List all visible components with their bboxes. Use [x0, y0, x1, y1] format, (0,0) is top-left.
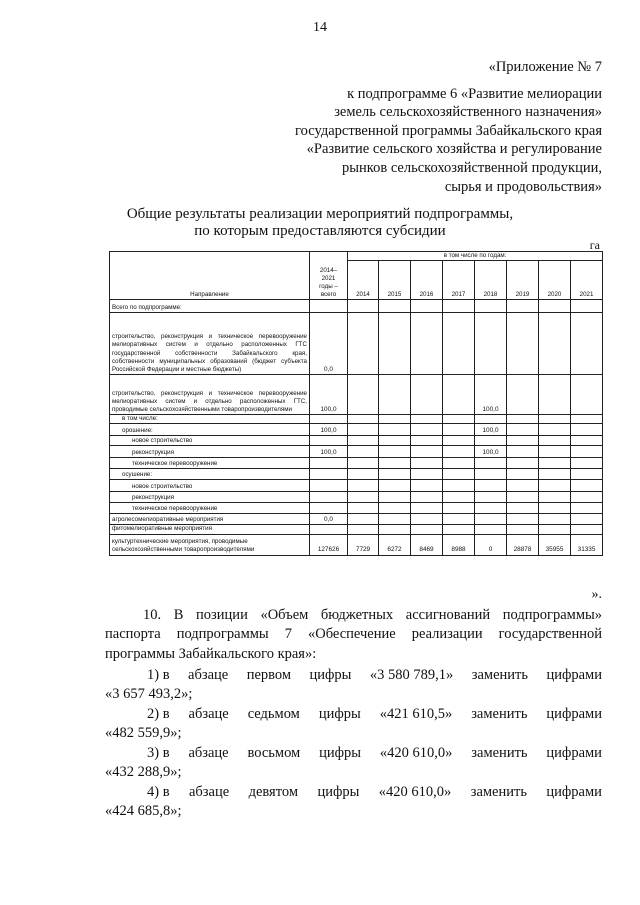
cell-year: 28878 [507, 534, 539, 555]
cell-year [475, 525, 507, 534]
cell-total [310, 503, 348, 514]
item-number: 1) в [147, 667, 170, 683]
table-body [110, 300, 603, 555]
cell-year [539, 300, 571, 313]
cell-year: 31335 [571, 534, 603, 555]
appendix-line: рынков сельскохозяйственной продукции, [342, 159, 602, 176]
cell-year [411, 492, 443, 503]
table-row [110, 525, 603, 534]
row-label: строительство, реконструкция и техническое перевооружение мелиоративных систем и отдельно расположенных ГТС государственной собственности Забайкальского края, собственности муниципальных образований (бюджет субъекта Российской Федерации и местные бюджеты) [110, 313, 310, 375]
row-label: культуртехнические мероприятия, проводимые сельскохозяйственными товаропроизводителями [110, 534, 310, 555]
header-total-line: 2014– [319, 267, 338, 275]
cell-year [475, 469, 507, 480]
cell-year [539, 375, 571, 415]
cell-year: 8988 [443, 534, 475, 555]
header-total-line: 2021 [321, 275, 336, 283]
cell-year [507, 480, 539, 492]
cell-year [411, 446, 443, 458]
cell-year [443, 514, 475, 525]
cell-year [571, 514, 603, 525]
cell-total [310, 436, 348, 446]
row-label: техническое перевооружение [110, 503, 310, 514]
cell-year [443, 300, 475, 313]
cell-year [411, 300, 443, 313]
cell-year [475, 503, 507, 514]
row-label: новое строительство [110, 480, 310, 492]
item-old-value: «421 610,5» [379, 706, 453, 722]
item-number: 4) в [147, 784, 170, 800]
cell-year [411, 458, 443, 469]
cell-total [310, 525, 348, 534]
cell-year [507, 503, 539, 514]
cell-year [379, 313, 411, 375]
item-new-value: «482 559,9»; [105, 725, 182, 742]
amendment-item [105, 666, 602, 705]
cell-year [507, 300, 539, 313]
item-word: заменить [471, 745, 528, 761]
cell-year [348, 469, 379, 480]
table-row [110, 458, 603, 469]
item-word: абзаце [188, 667, 229, 683]
header-total-line: годы – [319, 283, 338, 291]
cell-year [475, 313, 507, 375]
row-label: новое строительство [110, 436, 310, 446]
appendix-line: государственной программы Забайкальского края [295, 122, 602, 139]
cell-year: 7729 [348, 534, 379, 555]
cell-year: 100,0 [475, 375, 507, 415]
row-label: техническое перевооружение [110, 458, 310, 469]
header-year: 2019 [507, 261, 539, 300]
item-position: седьмом [247, 706, 300, 722]
cell-year [539, 503, 571, 514]
cell-year [411, 525, 443, 534]
appendix-header [295, 58, 602, 196]
page-number: 14 [313, 20, 327, 35]
cell-year [507, 525, 539, 534]
cell-year [571, 313, 603, 375]
row-label: Всего по подпрограмме: [110, 300, 310, 313]
cell-year: 8469 [411, 534, 443, 555]
item-word: цифры [309, 667, 352, 683]
cell-year [348, 525, 379, 534]
cell-year [348, 415, 379, 424]
cell-year [507, 424, 539, 436]
cell-year [475, 415, 507, 424]
amendment-item [105, 783, 602, 822]
item-new-value: «3 657 493,2»; [105, 686, 193, 703]
cell-year: 100,0 [475, 424, 507, 436]
cell-year [348, 492, 379, 503]
cell-year [411, 313, 443, 375]
cell-year [379, 436, 411, 446]
cell-year [507, 375, 539, 415]
header-year: 2018 [475, 261, 507, 300]
cell-year [475, 458, 507, 469]
row-label: осушение: [110, 469, 310, 480]
table-row [110, 503, 603, 514]
cell-year [379, 446, 411, 458]
cell-year [379, 480, 411, 492]
cell-year: 0 [475, 534, 507, 555]
header-including: в том числе по годам: [348, 252, 603, 261]
cell-year [507, 469, 539, 480]
table-row [110, 534, 603, 555]
item-word: цифры [318, 706, 361, 722]
item-number: 2) в [147, 706, 170, 722]
cell-total [310, 480, 348, 492]
cell-year [539, 313, 571, 375]
header-year: 2016 [411, 261, 443, 300]
cell-year [411, 436, 443, 446]
header-year: 2014 [348, 261, 379, 300]
item-old-value: «3 580 789,1» [369, 667, 454, 683]
cell-year [507, 492, 539, 503]
item-position: восьмом [247, 745, 301, 761]
item-new-value: «424 685,8»; [105, 803, 182, 820]
amendment-item [105, 744, 602, 783]
appendix-line: к подпрограмме 6 «Развитие мелиорации [347, 85, 602, 102]
cell-year: 35955 [539, 534, 571, 555]
cell-year [571, 436, 603, 446]
cell-year [411, 503, 443, 514]
paragraph-10: 10. В позиции «Объем бюджетных ассигнований подпрограммы» паспорта подпрограммы 7 «Обеспечение реализации государственной программы Забайкальского края»: [105, 607, 602, 662]
cell-year [379, 469, 411, 480]
cell-year [539, 436, 571, 446]
header-year: 2017 [443, 261, 475, 300]
cell-year: 100,0 [475, 446, 507, 458]
cell-year [379, 458, 411, 469]
header-total-line: всего [320, 291, 337, 299]
cell-year [571, 525, 603, 534]
item-word: абзаце [188, 784, 230, 800]
cell-year [443, 313, 475, 375]
cell-year [475, 514, 507, 525]
cell-year [411, 415, 443, 424]
cell-year [443, 480, 475, 492]
cell-year [379, 300, 411, 313]
cell-year [507, 436, 539, 446]
row-label: агролесомелиоративные мероприятия [110, 514, 310, 525]
cell-year [571, 375, 603, 415]
cell-year [475, 492, 507, 503]
header-direction: Направление [110, 252, 310, 300]
cell-total [310, 492, 348, 503]
cell-year [379, 375, 411, 415]
cell-year [443, 436, 475, 446]
cell-year [348, 458, 379, 469]
cell-total: 127626 [310, 534, 348, 555]
cell-total: 100,0 [310, 375, 348, 415]
cell-year [571, 424, 603, 436]
cell-year [443, 525, 475, 534]
cell-year [507, 446, 539, 458]
cell-year [379, 415, 411, 424]
header-year: 2015 [379, 261, 411, 300]
cell-total [310, 458, 348, 469]
cell-total [310, 300, 348, 313]
results-table [109, 251, 603, 556]
item-word: цифрами [546, 745, 602, 761]
item-new-value: «432 288,9»; [105, 764, 182, 781]
cell-year [475, 436, 507, 446]
row-label: фитомелиоративные мероприятия [110, 525, 310, 534]
cell-year [443, 415, 475, 424]
cell-year [507, 415, 539, 424]
cell-year [571, 492, 603, 503]
header-year: 2020 [539, 261, 571, 300]
amendment-item [105, 705, 602, 744]
cell-year [411, 375, 443, 415]
cell-year [571, 480, 603, 492]
table-title [0, 206, 640, 240]
cell-year [571, 469, 603, 480]
item-position: девятом [248, 784, 299, 800]
cell-total: 100,0 [310, 424, 348, 436]
cell-year [411, 424, 443, 436]
table-row [110, 300, 603, 313]
cell-year [571, 446, 603, 458]
row-label: в том числе: [110, 415, 310, 424]
cell-total [310, 415, 348, 424]
cell-year [539, 492, 571, 503]
cell-total: 0,0 [310, 514, 348, 525]
cell-year [539, 525, 571, 534]
row-label: реконструкция [110, 446, 310, 458]
cell-year [348, 313, 379, 375]
table-row [110, 514, 603, 525]
cell-year [539, 458, 571, 469]
cell-year [411, 514, 443, 525]
cell-year [475, 480, 507, 492]
appendix-title: «Приложение № 7 [488, 59, 602, 75]
cell-year: 6272 [379, 534, 411, 555]
cell-total: 100,0 [310, 446, 348, 458]
cell-year [571, 503, 603, 514]
cell-year [507, 514, 539, 525]
cell-year [348, 424, 379, 436]
row-label: реконструкция [110, 492, 310, 503]
table-row [110, 375, 603, 415]
cell-year [443, 424, 475, 436]
appendix-line: земель сельскохозяйственного назначения» [334, 104, 602, 121]
end-mark: ». [591, 587, 602, 602]
table-row [110, 446, 603, 458]
cell-total: 0,0 [310, 313, 348, 375]
item-word: цифрами [546, 706, 602, 722]
cell-year [443, 492, 475, 503]
unit-label: га [589, 238, 600, 252]
cell-year [379, 492, 411, 503]
item-word: цифры [317, 784, 360, 800]
cell-year [379, 525, 411, 534]
item-word: цифры [319, 745, 362, 761]
cell-year [411, 480, 443, 492]
cell-year [443, 375, 475, 415]
cell-year [507, 313, 539, 375]
table-title-line: по которым предоставляются субсидии [194, 223, 446, 239]
item-word: цифрами [546, 784, 602, 800]
item-word: заменить [471, 706, 528, 722]
appendix-line: сырья и продовольствия» [444, 178, 602, 195]
cell-year [348, 514, 379, 525]
cell-year [379, 424, 411, 436]
table-row [110, 480, 603, 492]
cell-year [348, 300, 379, 313]
item-word: цифрами [546, 667, 602, 683]
cell-year [539, 424, 571, 436]
item-word: заменить [470, 784, 527, 800]
item-number: 3) в [147, 745, 170, 761]
cell-year [571, 415, 603, 424]
item-old-value: «420 610,0» [379, 745, 453, 761]
cell-year [443, 469, 475, 480]
item-word: абзаце [188, 745, 229, 761]
cell-year [571, 300, 603, 313]
header-total [310, 252, 348, 300]
cell-year [443, 503, 475, 514]
cell-year [379, 503, 411, 514]
table-row [110, 469, 603, 480]
table-row [110, 415, 603, 424]
cell-year [348, 375, 379, 415]
cell-year [571, 458, 603, 469]
cell-total [310, 469, 348, 480]
table-row [110, 424, 603, 436]
cell-year [507, 458, 539, 469]
table-row [110, 313, 603, 375]
cell-year [539, 469, 571, 480]
cell-year [539, 514, 571, 525]
cell-year [348, 436, 379, 446]
cell-year [411, 469, 443, 480]
cell-year [348, 480, 379, 492]
cell-year [379, 514, 411, 525]
cell-year [443, 458, 475, 469]
table-row [110, 436, 603, 446]
item-word: абзаце [188, 706, 229, 722]
item-word: заменить [471, 667, 528, 683]
table-title-line: Общие результаты реализации мероприятий подпрограммы, [126, 206, 514, 222]
cell-year [539, 480, 571, 492]
cell-year [539, 446, 571, 458]
cell-year [443, 446, 475, 458]
appendix-line: «Развитие сельского хозяйства и регулирование [306, 141, 602, 158]
header-year: 2021 [571, 261, 603, 300]
item-position: первом [246, 667, 292, 683]
cell-year [348, 446, 379, 458]
cell-year [539, 415, 571, 424]
cell-year [475, 300, 507, 313]
row-label: орошение: [110, 424, 310, 436]
cell-year [348, 503, 379, 514]
item-old-value: «420 610,0» [378, 784, 452, 800]
row-label: строительство, реконструкция и техническое перевооружение мелиоративных систем и отдельно расположенных ГТС, проводимые сельскохозяйственными товаропроизводителями [110, 375, 310, 415]
table-row [110, 492, 603, 503]
